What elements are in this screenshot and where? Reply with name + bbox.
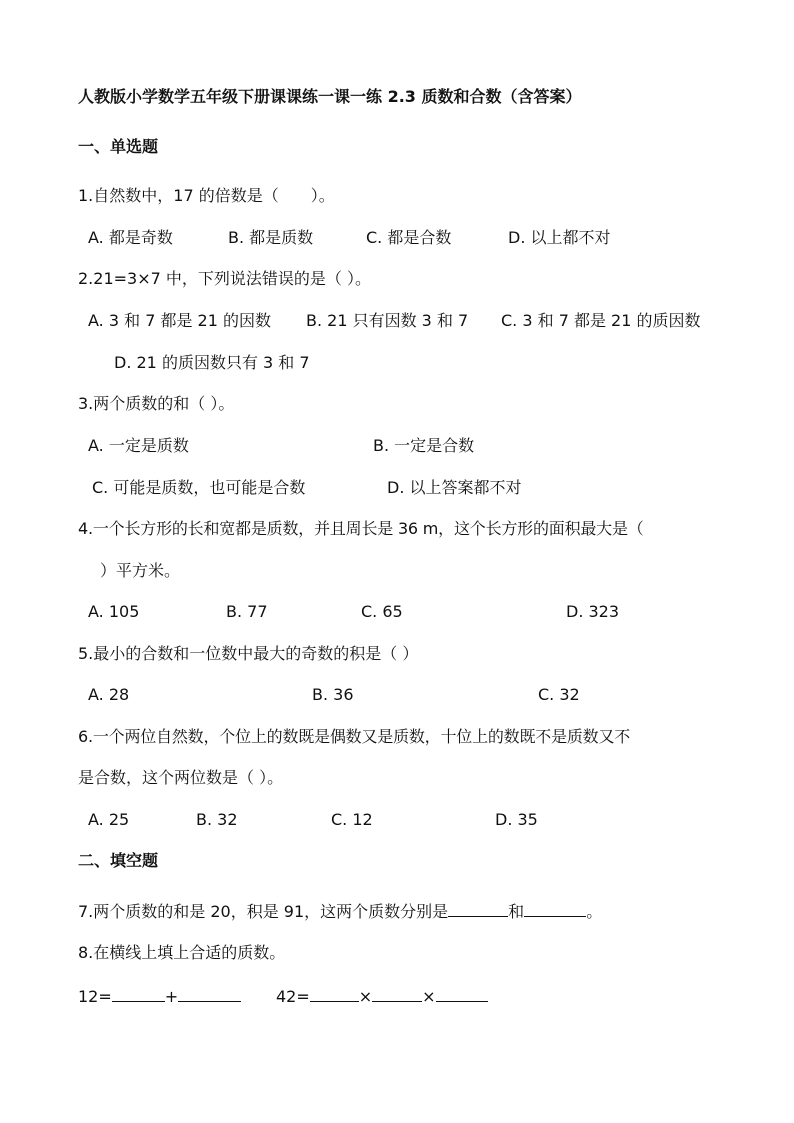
question-2-option-a: A. 3 和 7 都是 21 的因数: [88, 311, 271, 330]
question-7-blank-1[interactable]: [448, 900, 508, 917]
question-4-option-c: C. 65: [361, 602, 403, 621]
question-7: [78, 900, 602, 923]
question-6-option-d: D. 35: [495, 810, 538, 829]
question-4-option-d: D. 323: [566, 602, 620, 621]
question-8-eq2-blank-2[interactable]: [372, 985, 422, 1002]
question-5-option-b: B. 36: [312, 685, 354, 704]
question-4-option-b: B. 77: [226, 602, 268, 621]
question-2-stem: 2.21=3×7 中，下列说法错误的是（ ）。: [78, 269, 371, 288]
question-8-eq2-blank-1[interactable]: [310, 985, 359, 1002]
question-3-option-a: A. 一定是质数: [88, 436, 189, 455]
section-heading-single-choice: 一、单选题: [78, 137, 159, 156]
question-6-option-b: B. 32: [196, 810, 238, 829]
question-6-stem-line-2: 是合数，这个两位数是（ ）。: [78, 768, 284, 787]
question-3-option-d: D. 以上答案都不对: [387, 478, 522, 497]
question-6-option-c: C. 12: [331, 810, 373, 829]
question-7-end: 。: [586, 902, 603, 921]
question-8-eq2-lhs: 42=: [276, 987, 310, 1006]
question-4-option-a: A. 105: [88, 602, 140, 621]
question-1-option-c: C. 都是合数: [366, 228, 452, 247]
question-4-stem-line-1: 4.一个长方形的长和宽都是质数，并且周长是 36 m，这个长方形的面积最大是（: [78, 519, 644, 538]
question-8-stem: 8.在横线上填上合适的质数。: [78, 943, 286, 962]
question-2-option-c: C. 3 和 7 都是 21 的质因数: [501, 311, 701, 330]
page-title: 人教版小学数学五年级下册课课练一课一练 2.3 质数和合数（含答案）: [78, 87, 582, 106]
question-8-times-2: ×: [422, 987, 436, 1006]
question-8-plus: +: [164, 987, 179, 1006]
question-1-option-a: A. 都是奇数: [88, 228, 173, 247]
question-1-option-b: B. 都是质数: [228, 228, 314, 247]
question-1-stem: 1.自然数中，17 的倍数是（ ）。: [78, 186, 335, 205]
question-3-option-c: C. 可能是质数，也可能是合数: [92, 478, 306, 497]
question-2-option-d: D. 21 的质因数只有 3 和 7: [114, 353, 310, 372]
question-8-eq1-blank-2[interactable]: [178, 985, 241, 1002]
question-7-stem: 7.两个质数的和是 20，积是 91，这两个质数分别是: [78, 902, 449, 921]
question-5-option-a: A. 28: [88, 685, 130, 704]
question-7-blank-2[interactable]: [524, 900, 586, 917]
question-8-times-1: ×: [358, 987, 373, 1006]
question-7-and: 和: [508, 902, 525, 921]
question-6-option-a: A. 25: [88, 810, 130, 829]
question-2-option-b: B. 21 只有因数 3 和 7: [306, 311, 469, 330]
question-5-option-c: C. 32: [538, 685, 580, 704]
question-5-stem: 5.最小的合数和一位数中最大的奇数的积是（ ）: [78, 644, 419, 663]
question-3-option-b: B. 一定是合数: [373, 436, 475, 455]
question-8-eq1-lhs: 12=: [78, 987, 112, 1006]
question-8-equation-2: [276, 985, 488, 1008]
question-6-stem-line-1: 6.一个两位自然数，个位上的数既是偶数又是质数，十位上的数既不是质数又不: [78, 727, 631, 746]
question-8-eq1-blank-1[interactable]: [112, 985, 165, 1002]
section-heading-fill-in: 二、填空题: [78, 851, 159, 870]
question-8-equation-1: [78, 985, 241, 1008]
question-4-stem-line-2: ）平方米。: [100, 561, 181, 580]
question-8-eq2-blank-3[interactable]: [436, 985, 488, 1002]
question-1-option-d: D. 以上都不对: [508, 228, 611, 247]
question-3-stem: 3.两个质数的和（ ）。: [78, 394, 235, 413]
